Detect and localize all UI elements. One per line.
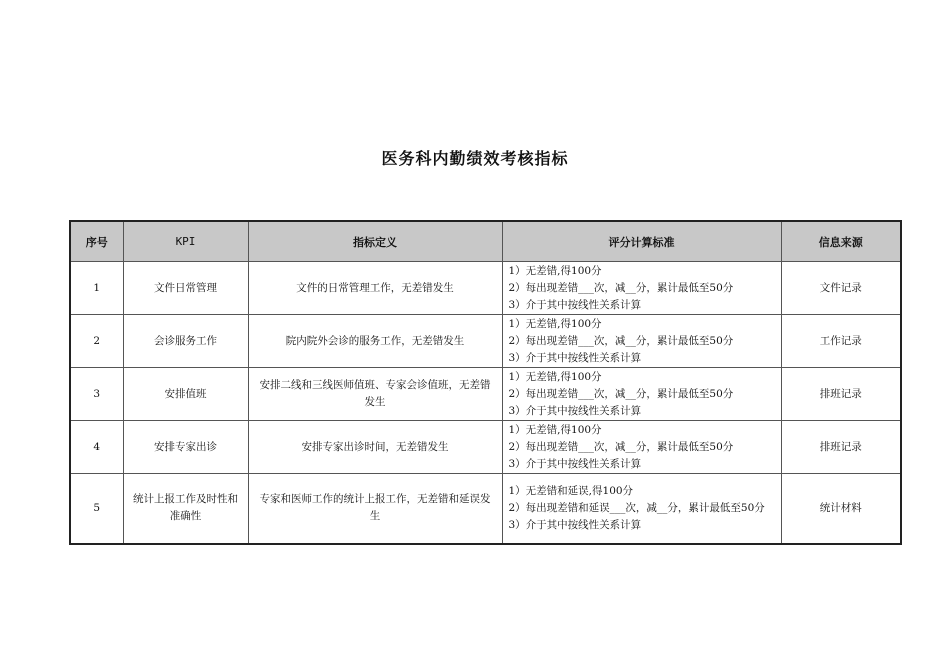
criteria-line: 2）每出现差错___次，减__分，累计最低至50分 — [508, 334, 734, 347]
header-seq: 序号 — [70, 221, 123, 262]
cell-kpi — [123, 262, 248, 315]
table-row — [70, 262, 901, 315]
cell-kpi-text: 会诊服务工作 — [154, 334, 217, 347]
table-header-row — [70, 221, 901, 262]
criteria-line: 3）介于其中按线性关系计算 — [508, 351, 642, 364]
cell-criteria — [502, 474, 781, 544]
cell-definition — [248, 262, 502, 315]
header-criteria: 评分计算标准 — [502, 221, 781, 262]
cell-source: 文件记录 — [781, 262, 901, 315]
cell-definition-text: 专家和医师工作的统计上报工作，无差错和延误发生 — [259, 493, 491, 523]
table-row — [70, 421, 901, 474]
criteria-line: 1）无差错,得100分 — [508, 423, 602, 436]
kpi-table — [69, 220, 902, 545]
criteria-line: 2）每出现差错___次，减__分，累计最低至50分 — [508, 387, 734, 400]
cell-criteria — [502, 421, 781, 474]
cell-criteria — [502, 262, 781, 315]
table-row — [70, 315, 901, 368]
page-title: 医务科内勤绩效考核指标 — [381, 149, 569, 168]
cell-definition — [248, 315, 502, 368]
criteria-line: 3）介于其中按线性关系计算 — [508, 404, 642, 417]
cell-criteria — [502, 315, 781, 368]
cell-kpi-text: 安排专家出诊 — [154, 440, 217, 453]
cell-seq: 2 — [70, 315, 123, 368]
cell-criteria — [502, 368, 781, 421]
cell-source: 排班记录 — [781, 421, 901, 474]
cell-seq: 1 — [70, 262, 123, 315]
criteria-line: 3）介于其中按线性关系计算 — [508, 298, 642, 311]
cell-seq: 4 — [70, 421, 123, 474]
cell-definition-text: 安排二线和三线医师值班、专家会诊值班，无差错发生 — [259, 379, 491, 408]
criteria-line: 1）无差错,得100分 — [508, 264, 602, 277]
cell-definition — [248, 421, 502, 474]
cell-kpi — [123, 315, 248, 368]
criteria-line: 2）每出现差错和延误___次，减__分，累计最低至50分 — [508, 501, 765, 514]
criteria-line: 1）无差错,得100分 — [508, 317, 602, 330]
table-row — [70, 474, 901, 544]
criteria-line: 2）每出现差错___次，减__分，累计最低至50分 — [508, 440, 734, 453]
table-row — [70, 368, 901, 421]
criteria-line: 1）无差错,得100分 — [508, 370, 602, 383]
cell-definition-text: 院内院外会诊的服务工作，无差错发生 — [285, 334, 465, 347]
criteria-line: 3）介于其中按线性关系计算 — [508, 457, 642, 470]
criteria-line: 1）无差错和延误,得100分 — [508, 484, 634, 497]
cell-source: 工作记录 — [781, 315, 901, 368]
cell-seq: 5 — [70, 474, 123, 544]
cell-definition — [248, 368, 502, 421]
cell-definition-text: 安排专家出诊时间，无差错发生 — [301, 440, 449, 453]
criteria-line: 2）每出现差错___次，减__分，累计最低至50分 — [508, 281, 734, 294]
cell-kpi — [123, 368, 248, 421]
cell-kpi — [123, 474, 248, 544]
cell-kpi-text: 文件日常管理 — [154, 281, 217, 294]
cell-seq: 3 — [70, 368, 123, 421]
header-source: 信息来源 — [781, 221, 901, 262]
criteria-line: 3）介于其中按线性关系计算 — [508, 518, 642, 531]
cell-definition-text: 文件的日常管理工作，无差错发生 — [296, 281, 454, 294]
cell-kpi-text: 统计上报工作及时性和准确性 — [133, 493, 238, 523]
cell-kpi-text: 安排值班 — [164, 387, 207, 400]
cell-source: 排班记录 — [781, 368, 901, 421]
header-definition: 指标定义 — [248, 221, 502, 262]
cell-source: 统计材料 — [781, 474, 901, 544]
header-kpi: KPI — [123, 221, 248, 262]
cell-definition — [248, 474, 502, 544]
cell-kpi — [123, 421, 248, 474]
